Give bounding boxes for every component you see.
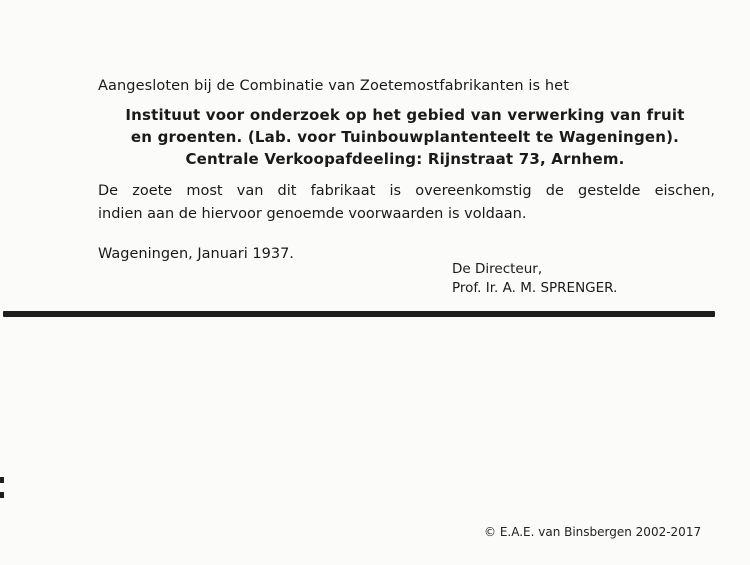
institute-line: Centrale Verkoopafdeeling: Rijnstraat 73, Arnhem. [185, 150, 625, 168]
copyright-notice: © E.A.E. van Binsbergen 2002-2017 [484, 525, 702, 539]
statement-line: indien aan de hiervoor genoemde voorwaarden is voldaan. [98, 206, 527, 222]
edge-mark [0, 477, 4, 483]
statement-block [98, 180, 715, 226]
institute-line: en groenten. (Lab. voor Tuinbouwplantenteelt te Wageningen). [130, 128, 680, 146]
signature-title: De Directeur, [452, 261, 543, 277]
statement-line: De zoete most van dit fabrikaat is overeenkomstig de gestelde eischen, [98, 183, 715, 199]
date-line: Wageningen, Januari 1937. [98, 246, 294, 262]
signature-name: Prof. Ir. A. M. SPRENGER. [452, 280, 618, 296]
intro-text: Aangesloten bij de Combinatie van Zoetemostfabrikanten is het [98, 78, 569, 94]
signature-block [452, 260, 617, 298]
divider-rule [3, 311, 715, 317]
edge-mark [0, 492, 4, 498]
institute-line: Instituut voor onderzoek op het gebied van verwerking van fruit [125, 106, 685, 124]
institute-block [110, 104, 700, 170]
